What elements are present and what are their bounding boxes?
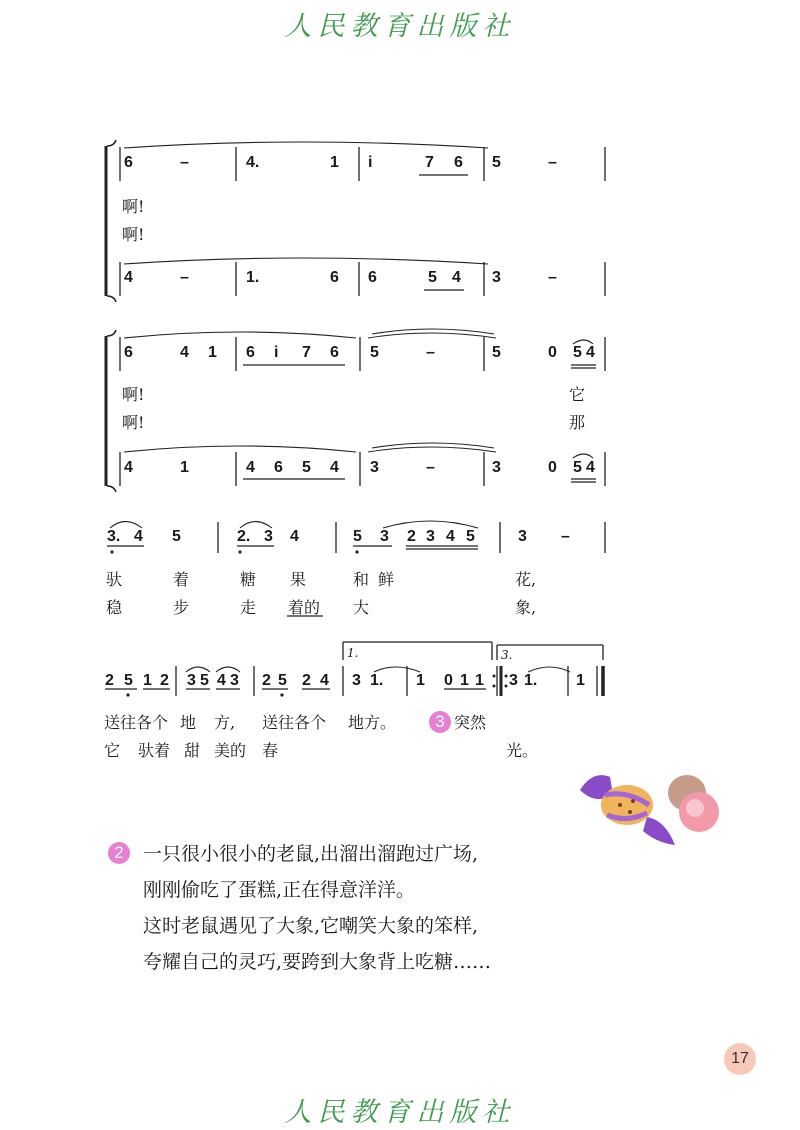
- page-number: 17: [724, 1043, 756, 1075]
- l4-note-17: 1: [460, 672, 469, 689]
- l3-lyric2-6: 象,: [515, 598, 537, 617]
- s2-lyric-1-end: 它: [569, 385, 586, 404]
- system2-bracket: [106, 330, 116, 492]
- system1-bracket: [106, 140, 116, 302]
- l3-note-10: 3: [426, 528, 435, 545]
- l4-note-21: 1: [576, 672, 585, 689]
- l4-lyric2-5: 春: [262, 741, 279, 760]
- l4-lyric2-4: 美的: [214, 741, 247, 760]
- l3-note-4: 2.: [237, 528, 251, 545]
- l3-note-13: 3: [518, 528, 527, 545]
- volta-1: 1.: [347, 646, 359, 660]
- l4-note-7: 4: [217, 672, 226, 689]
- s2-up-4: 6: [246, 344, 255, 361]
- l4-lyric2-6: 光。: [506, 741, 539, 760]
- l4-note-11: 2: [302, 672, 311, 689]
- s1-up-4: 1: [330, 154, 339, 171]
- s2-low-11: 5: [573, 459, 582, 476]
- l4-note-1: 2: [105, 672, 114, 689]
- l3-lyric2-5: 大: [353, 598, 370, 617]
- s2-up-5: i: [274, 344, 279, 361]
- l3-lyric2-4: 着的: [288, 598, 321, 617]
- l4-note-9: 2: [262, 672, 271, 689]
- s1-low-4: 6: [330, 269, 339, 286]
- s1-lyric-2: 啊!: [122, 225, 145, 244]
- s1-low-1: 4: [124, 269, 133, 286]
- l3-lyric2-1: 稳: [106, 598, 123, 617]
- verse2-line-3: 这时老鼠遇见了大象,它嘲笑大象的笨样,: [143, 915, 479, 937]
- l4-lyric1-5: 地方。: [348, 713, 397, 732]
- s1-up-8: 5: [492, 154, 501, 171]
- s1-up-6: 7: [425, 154, 434, 171]
- l3-lyric2-3: 走: [240, 598, 257, 617]
- s1-low-7: 4: [452, 269, 461, 286]
- s2-lyric-1: 啊!: [122, 385, 145, 404]
- l3-note-8: 3: [380, 528, 389, 545]
- l4-lyric2-3: 甜: [184, 741, 201, 760]
- s2-lyric-2: 啊!: [122, 413, 145, 432]
- footer-publisher: 人民教育出版社: [284, 1097, 516, 1128]
- l3-note-6: 4: [290, 528, 299, 545]
- verse2-line-1: 一只很小很小的老鼠,出溜出溜跑过广场,: [143, 843, 479, 865]
- s2-up-2: 4: [180, 344, 189, 361]
- l4-note-13: 3: [352, 672, 361, 689]
- l3-note-12: 5: [466, 528, 475, 545]
- s2-up-1: 6: [124, 344, 133, 361]
- l4-note-10: 5: [278, 672, 287, 689]
- s2-up-3: 1: [208, 344, 217, 361]
- l3-note-1: 3.: [107, 528, 121, 545]
- s2-low-1: 4: [124, 459, 133, 476]
- s1-lyric-1: 啊!: [122, 197, 145, 216]
- l4-note-20: 1.: [524, 672, 538, 689]
- candy-illustration: [575, 765, 725, 855]
- s1-low-5: 6: [368, 269, 377, 286]
- s2-low-9: 3: [492, 459, 501, 476]
- l3-lyric1-6: 鲜: [378, 570, 395, 589]
- l4-note-3: 1: [143, 672, 152, 689]
- l4-lyric1-2: 地: [180, 713, 197, 732]
- s2-lyric-2-end: 那: [569, 413, 586, 432]
- s2-up-8: 5: [370, 344, 379, 361]
- l4-note-16: 0: [444, 672, 453, 689]
- l4-lyric2-1: 它: [104, 741, 121, 760]
- s1-low-6: 5: [428, 269, 437, 286]
- volta-3: 3.: [501, 648, 513, 662]
- s2-up-11: 0: [548, 344, 557, 361]
- l3-lyric1-5: 和: [353, 570, 370, 589]
- l3-note-3: 5: [172, 528, 181, 545]
- l3-lyric2-2: 步: [173, 598, 190, 617]
- l3-note-5: 3: [264, 528, 273, 545]
- s2-up-10: 5: [492, 344, 501, 361]
- s2-low-10: 0: [548, 459, 557, 476]
- l3-note-11: 4: [446, 528, 455, 545]
- l3-lyric1-2: 着: [173, 570, 190, 589]
- s1-low-8: 3: [492, 269, 501, 286]
- s2-low-7: 3: [370, 459, 379, 476]
- verse3-marker: 3: [429, 711, 451, 733]
- s2-low-4: 6: [274, 459, 283, 476]
- l3-note-2: 4: [134, 528, 143, 545]
- s1-low-9: –: [548, 269, 557, 286]
- l3-note-7: 5: [353, 528, 362, 545]
- s1-up-1: 6: [124, 154, 133, 171]
- l4-note-8: 3: [230, 672, 239, 689]
- l4-note-4: 2: [160, 672, 169, 689]
- l3-lyric1-1: 驮: [106, 570, 123, 589]
- s1-up-5: i: [368, 154, 373, 171]
- s2-low-5: 5: [302, 459, 311, 476]
- s1-low-3: 1.: [246, 269, 260, 286]
- l4-lyric1-4: 送往各个: [262, 713, 327, 732]
- l4-lyric1-3: 方,: [214, 713, 236, 732]
- header-publisher: 人民教育出版社: [284, 11, 516, 42]
- s2-up-7: 6: [330, 344, 339, 361]
- l4-note-15: 1: [416, 672, 425, 689]
- s1-up-7: 6: [454, 154, 463, 171]
- s1-up-2: –: [180, 154, 189, 171]
- verse2-line-4: 夸耀自己的灵巧,要跨到大象背上吃糖……: [143, 951, 492, 973]
- s1-up-3: 4.: [246, 154, 260, 171]
- l4-note-2: 5: [124, 672, 133, 689]
- l4-note-6: 5: [200, 672, 209, 689]
- l3-note-9: 2: [407, 528, 416, 545]
- l3-lyric1-4: 果: [290, 570, 307, 589]
- l4-note-18: 1: [475, 672, 484, 689]
- s1-low-2: –: [180, 269, 189, 286]
- s2-up-6: 7: [302, 344, 311, 361]
- verse2-line-2: 刚刚偷吃了蛋糕,正在得意洋洋。: [143, 879, 416, 901]
- l3-note-14: –: [561, 528, 570, 545]
- s2-low-3: 4: [246, 459, 255, 476]
- l4-note-19: 3: [509, 672, 518, 689]
- s2-low-8: –: [426, 459, 435, 476]
- l4-note-5: 3: [187, 672, 196, 689]
- s2-low-12: 4: [586, 459, 595, 476]
- l4-note-12: 4: [320, 672, 329, 689]
- s2-up-9: –: [426, 344, 435, 361]
- s2-low-6: 4: [330, 459, 339, 476]
- l4-lyric1-tail: 突然: [454, 713, 487, 732]
- l4-lyric1-1: 送往各个: [104, 713, 169, 732]
- s2-up-12: 5: [573, 344, 582, 361]
- l3-lyric1-7: 花,: [515, 570, 537, 589]
- l4-lyric2-2: 驮着: [138, 741, 171, 760]
- l4-note-14: 1.: [370, 672, 384, 689]
- s1-up-9: –: [548, 154, 557, 171]
- l3-lyric1-3: 糖: [240, 570, 257, 589]
- verse2-marker: 2: [108, 842, 130, 864]
- s2-up-13: 4: [586, 344, 595, 361]
- s2-low-2: 1: [180, 459, 189, 476]
